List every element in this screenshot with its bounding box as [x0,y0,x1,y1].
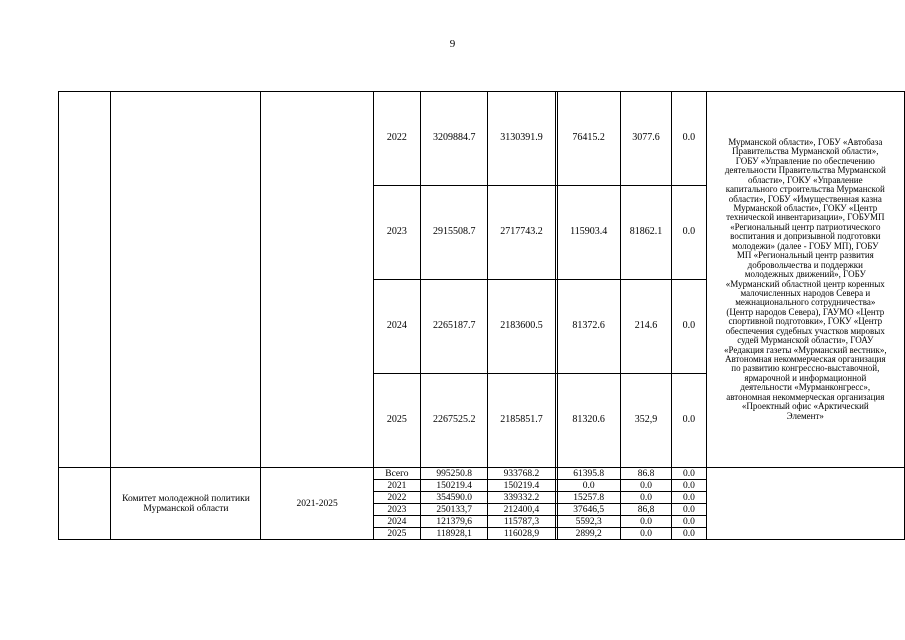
page-number: 9 [449,38,456,50]
value-cell: 0.0 [557,480,620,492]
total-cell: 250133,7 [421,504,488,516]
year-cell: Всего [373,468,420,480]
period-cell: 2021-2025 [261,468,373,540]
value-cell: 86.8 [620,468,671,480]
value-cell: 212400,4 [488,504,555,516]
value-cell: 81372.6 [557,280,620,374]
total-cell: 121379,6 [421,516,488,528]
value-cell: 76415.2 [557,92,620,186]
value-cell: 2185851.7 [488,374,555,468]
value-cell: 0.0 [672,480,706,492]
value-cell: 61395.8 [557,468,620,480]
committee-name: Комитет молодежной политики Мурманской области [111,468,261,540]
empty-cell [59,92,111,468]
value-cell: 81320.6 [557,374,620,468]
empty-cell [706,468,904,540]
year-cell: 2023 [373,186,420,280]
total-cell: 118928,1 [421,528,488,540]
value-cell: 115903.4 [557,186,620,280]
value-cell: 116028,9 [488,528,555,540]
value-cell: 150219.4 [488,480,555,492]
year-cell: 2022 [373,92,420,186]
value-cell: 0.0 [672,92,706,186]
table-row [59,92,905,186]
total-cell: 354590.0 [421,492,488,504]
year-cell: 2024 [373,516,420,528]
value-cell: 2717743.2 [488,186,555,280]
value-cell: 0.0 [620,480,671,492]
total-cell: 3209884.7 [421,92,488,186]
value-cell: 0.0 [620,516,671,528]
value-cell: 0.0 [672,374,706,468]
value-cell: 352,9 [620,374,671,468]
value-cell: 0.0 [672,492,706,504]
year-cell: 2024 [373,280,420,374]
total-cell: 995250.8 [421,468,488,480]
year-cell: 2022 [373,492,420,504]
value-cell: 81862.1 [620,186,671,280]
value-cell: 0.0 [672,186,706,280]
value-cell: 0.0 [672,516,706,528]
value-cell: 933768.2 [488,468,555,480]
value-cell: 0.0 [620,492,671,504]
value-cell: 86,8 [620,504,671,516]
year-cell: 2025 [373,374,420,468]
value-cell: 2183600.5 [488,280,555,374]
total-cell: 150219.4 [421,480,488,492]
year-cell: 2021 [373,480,420,492]
value-cell: 3130391.9 [488,92,555,186]
value-cell: 5592,3 [557,516,620,528]
value-cell: 0.0 [672,280,706,374]
value-cell: 214.6 [620,280,671,374]
value-cell: 0.0 [672,528,706,540]
table-row [59,468,905,480]
total-cell: 2267525.2 [421,374,488,468]
total-cell: 2265187.7 [421,280,488,374]
empty-cell [261,92,373,468]
empty-cell [111,92,261,468]
value-cell: 0.0 [620,528,671,540]
value-cell: 2899,2 [557,528,620,540]
executors-cell: Мурманской области», ГОБУ «Автобаза Правительства Мурманской области», ГОБУ «Управление по обеспечению деятельности Правительства Мурманской области», ГОКУ «Управление капитального строительства Мурманской области», ГОБУ «Имущественная казна Мурманской области», ГОКУ «Центр технической инвентаризации», ГОБУМП «Региональный центр патриотического воспитания и допризывной подготовки молодежи» (далее - ГОБУ МП), ГОБУ МП «Региональный центр развития добровольчества и поддержки молодежных движений», ГОБУ «Мурманский областной центр коренных малочисленных народов Севера и межнационального сотрудничества» (Центр народов Севера), ГАУМО «Центр спортивной подготовки», ГОКУ «Центр обеспечения судебных участков мировых судей Мурманской области», ГОАУ «Редакция газеты «Мурманский вестник», Автономная некоммерческая организация по развитию конгрессно-выставочной, ярмарочной и информационной деятельности «Мурманконгресс», автономная некоммерческая организация «Проектный офис «Арктический Элемент» [706,92,904,468]
value-cell: 0.0 [672,468,706,480]
value-cell: 15257.8 [557,492,620,504]
funding-table [58,91,905,540]
value-cell: 115787,3 [488,516,555,528]
value-cell: 3077.6 [620,92,671,186]
year-cell: 2025 [373,528,420,540]
value-cell: 37646,5 [557,504,620,516]
value-cell: 339332.2 [488,492,555,504]
year-cell: 2023 [373,504,420,516]
empty-cell [59,468,111,540]
value-cell: 0.0 [672,504,706,516]
total-cell: 2915508.7 [421,186,488,280]
